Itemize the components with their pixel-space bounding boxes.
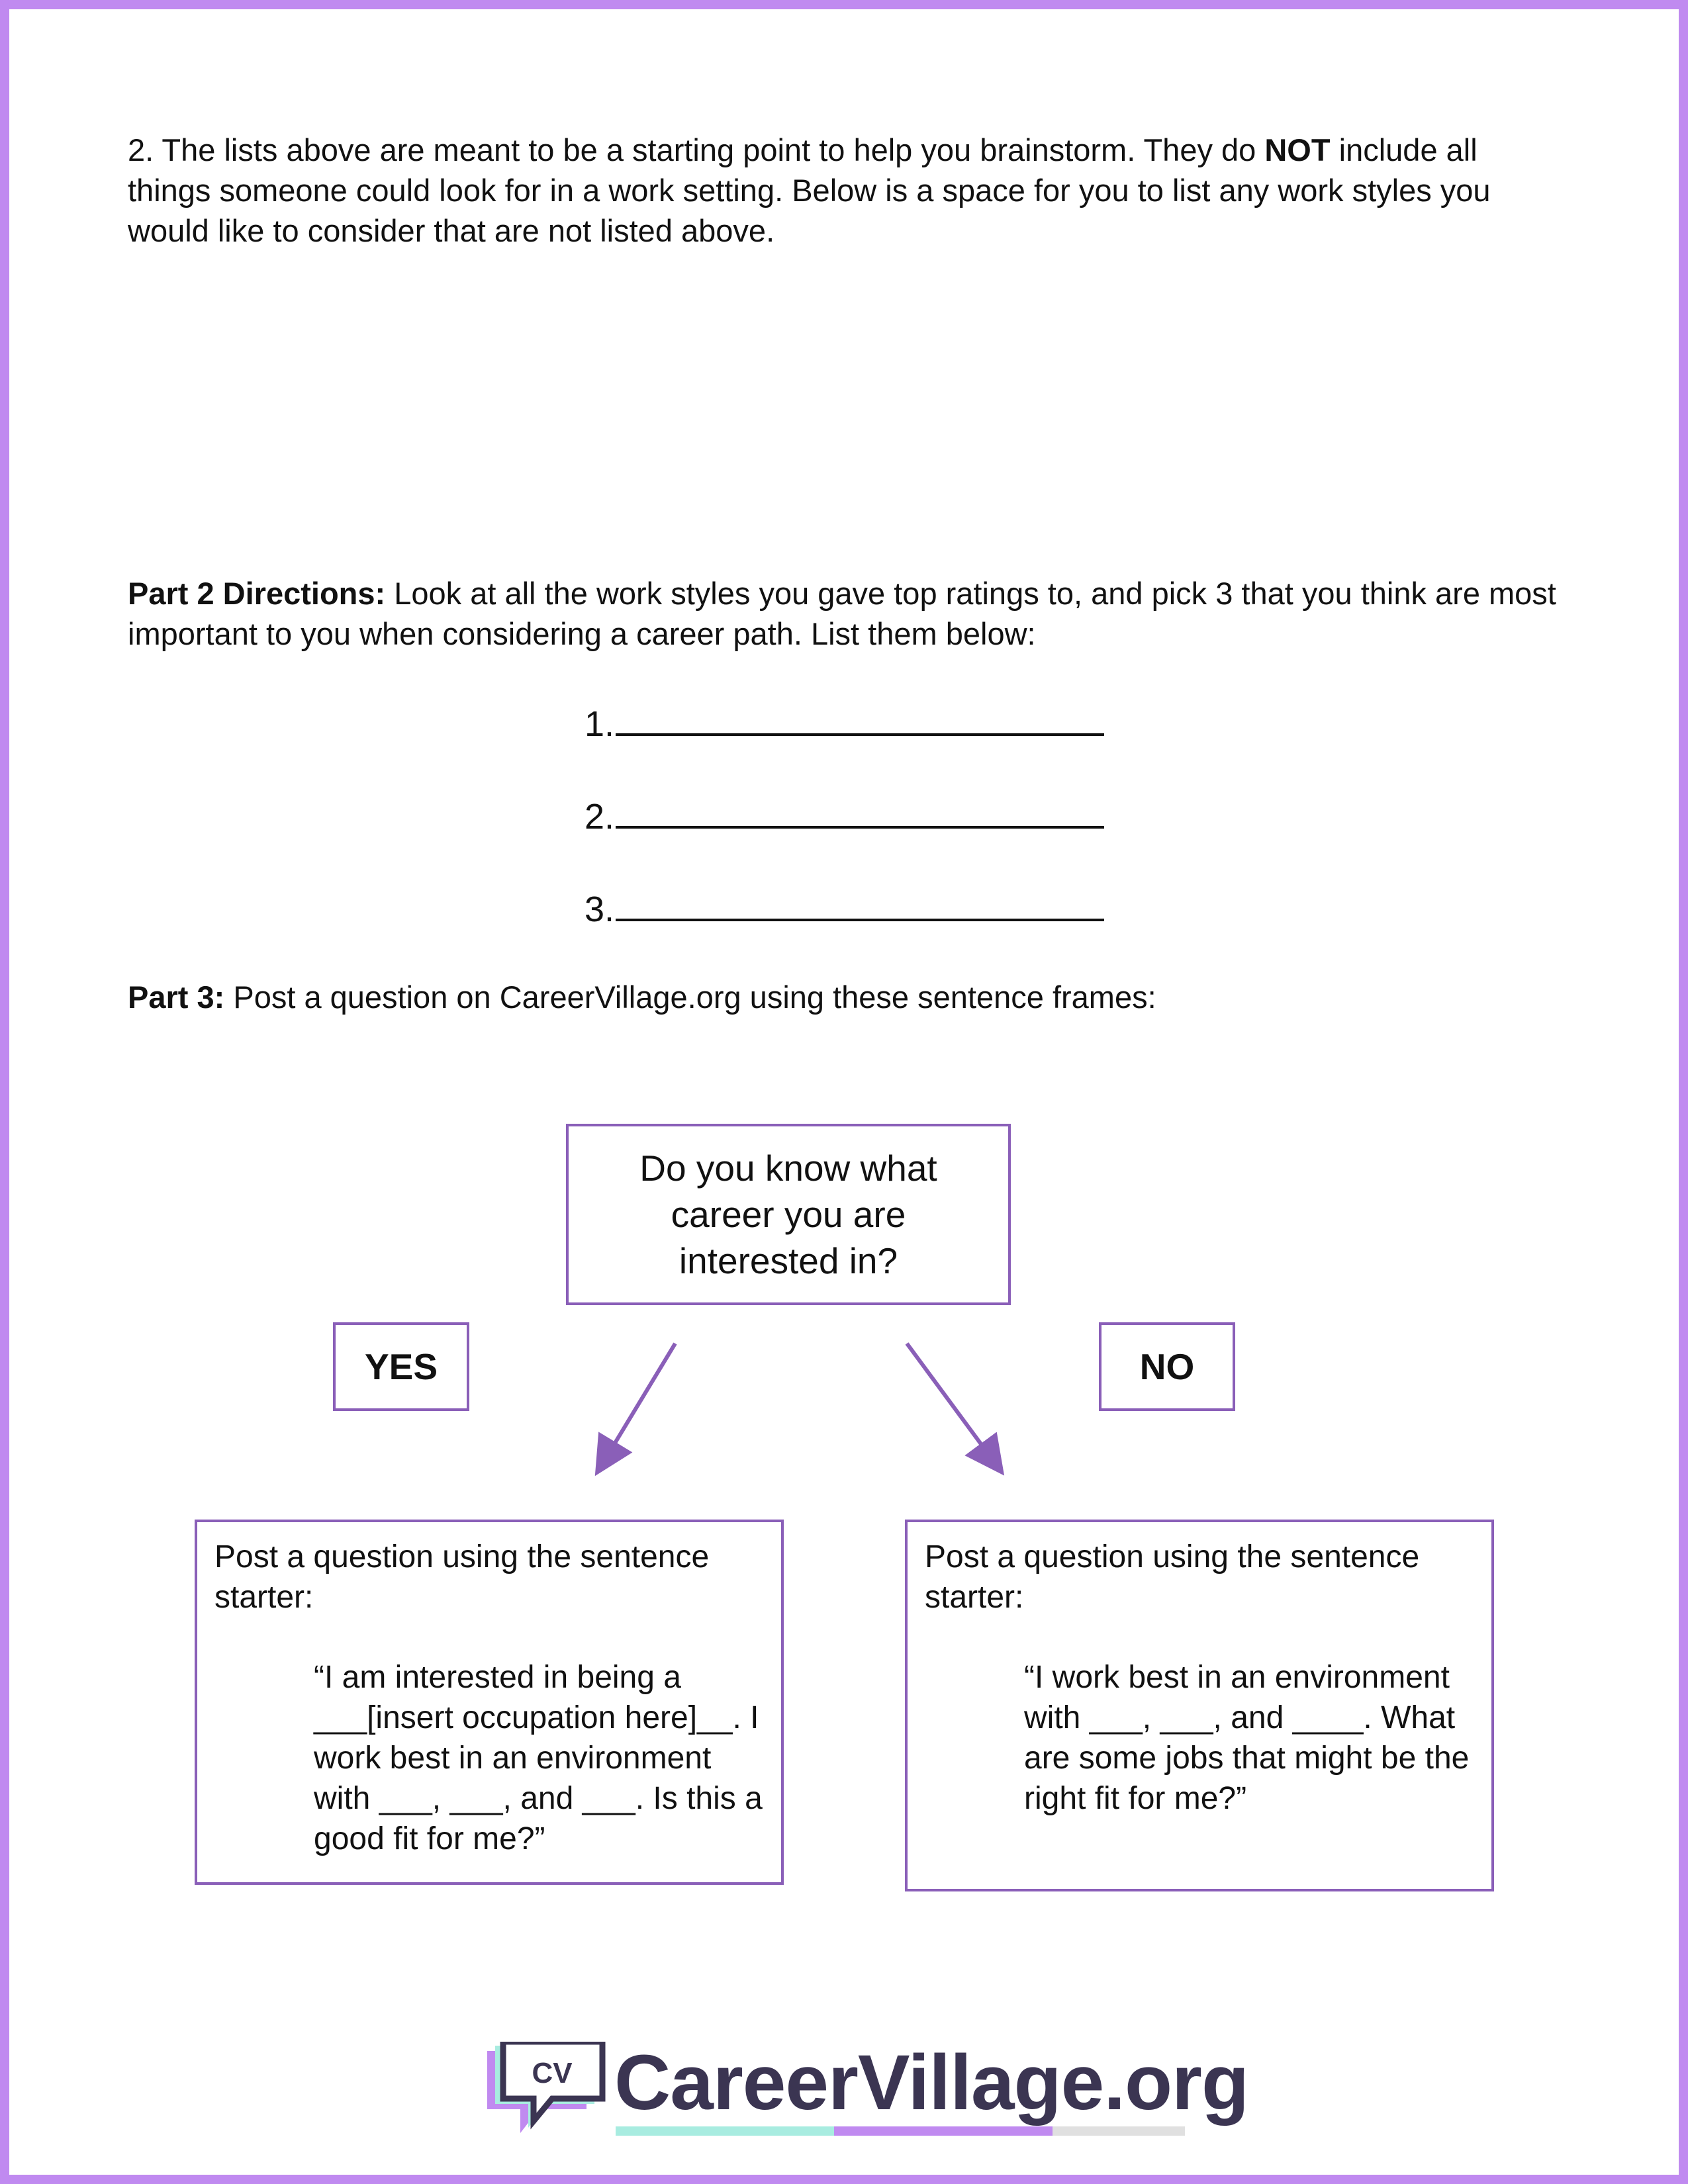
emphasis-not: NOT: [1264, 132, 1331, 167]
logo-underline-gray: [1053, 2126, 1185, 2136]
logo-wordmark: CareerVillage.org: [614, 2039, 1249, 2126]
no-sentence-starter-box: [905, 1520, 1494, 1891]
logo-underline-purple: [834, 2126, 1053, 2136]
arrow-to-no-branch: [907, 1343, 1000, 1469]
logo-underline-mint: [616, 2126, 834, 2136]
yes-sentence-starter-box: [195, 1520, 784, 1885]
logo-badge-icon: [483, 2042, 616, 2148]
no-intro: Post a question using the sentence starter:: [925, 1539, 1420, 1615]
section-2-instructions: 2. The lists above are meant to be a starting point to help you brainstorm. They do NOT include all things someone could look for in a work setting. Below is a space for you to list any work styles you would like to consider that are not listed above.: [128, 132, 1491, 248]
part-3-label: Part 3:: [128, 979, 225, 1015]
career-question-box: Do you know what career you are interested in?: [566, 1124, 1011, 1305]
careervillage-logo: [483, 2039, 1249, 2148]
arrow-to-yes-branch: [599, 1343, 675, 1469]
part-2-directions: Part 2 Directions: Look at all the work styles you gave top ratings to, and pick 3 that you think are most important to you when considering a career path. List them below:: [128, 576, 1556, 651]
yes-intro: Post a question using the sentence starter:: [214, 1539, 710, 1615]
yes-label-box: YES: [333, 1322, 469, 1411]
answer-line-3[interactable]: 3.: [585, 886, 1104, 931]
svg-text:CV: CV: [532, 2057, 573, 2089]
no-quote: “I work best in an environment with ___, ___, and ____. What are some jobs that might be the right fit for me?”: [1024, 1660, 1470, 1816]
answer-line-2[interactable]: 2.: [585, 793, 1104, 838]
answer-line-1[interactable]: 1.: [585, 700, 1104, 745]
part-3-directions: Part 3: Post a question on CareerVillage.org using these sentence frames:: [128, 979, 1156, 1015]
no-label-box: NO: [1099, 1322, 1235, 1411]
part-2-label: Part 2 Directions:: [128, 576, 386, 611]
yes-quote: “I am interested in being a ___[insert occupation here]__. I work best in an environment with ___, ___, and ___. Is this a good fit for me?”: [314, 1660, 763, 1856]
